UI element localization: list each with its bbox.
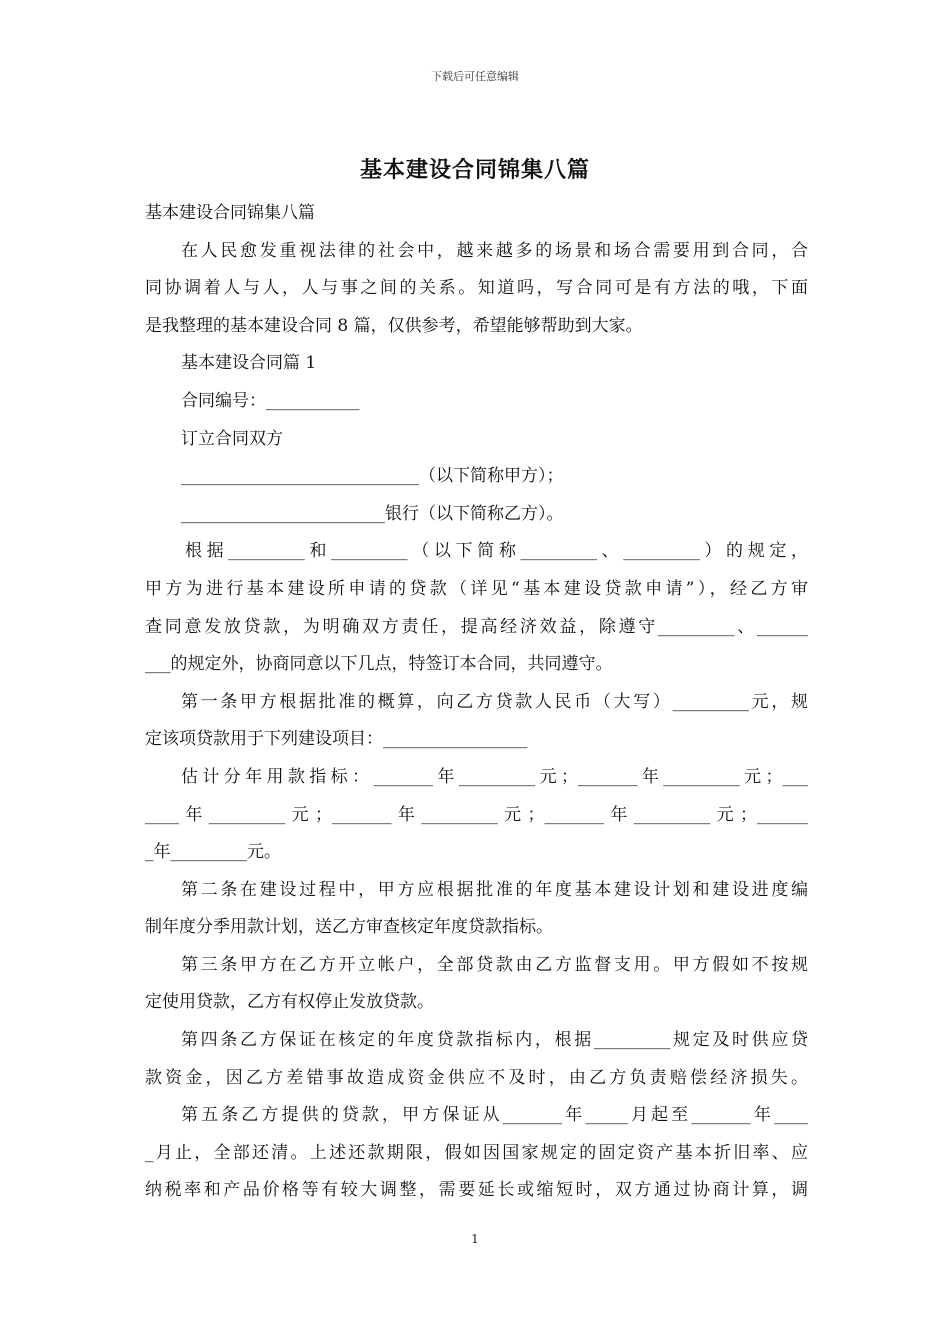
contract-number-line: 合同编号：___________ bbox=[181, 390, 360, 411]
paragraph-line: 甲方为进行基本建设所申请的贷款（详见“基本建设贷款申请”），经乙方审 bbox=[145, 578, 808, 599]
paragraph-line: 第二条在建设过程中，甲方应根据批准的年度基本建设计划和建设进度编 bbox=[181, 879, 808, 900]
party-a-line: ____________________________（以下简称甲方）； bbox=[181, 466, 564, 487]
page-number: 1 bbox=[471, 1232, 479, 1246]
paragraph-line: _年_________元。 bbox=[145, 842, 281, 863]
paragraph-line: ____年_________元；_______年_________元；_______年_________元；______ bbox=[145, 804, 808, 825]
paragraph-line: 同协调着人与人，人与事之间的关系。知道吗，写合同可是有方法的哦，下面 bbox=[145, 278, 808, 299]
paragraph-line: ___的规定外，协商同意以下几点，特签订本合同，共同遵守。 bbox=[145, 654, 613, 675]
paragraph-line: 制年度分季用款计划，送乙方审查核定年度贷款指标。 bbox=[145, 917, 553, 938]
section-heading: 基本建设合同篇 1 bbox=[181, 353, 317, 374]
paragraph-line: 查同意发放贷款，为明确双方责任，提高经济效益，除遵守_________、______ bbox=[145, 616, 808, 637]
subtitle-line: 基本建设合同锦集八篇 bbox=[145, 203, 315, 223]
paragraph-line: 根据_________和_________（以下简称_________、_________）的规定， bbox=[185, 541, 808, 562]
paragraph-line: 是我整理的基本建设合同 8 篇，仅供参考，希望能够帮助到大家。 bbox=[145, 315, 643, 336]
paragraph-line: 第五条乙方提供的贷款，甲方保证从_______年_____月起至_______年____ bbox=[181, 1105, 808, 1126]
parties-heading: 订立合同双方 bbox=[181, 428, 283, 449]
paragraph-line: 估计分年用款指标：_______年_________元；_______年_________元；___ bbox=[181, 766, 808, 787]
paragraph-line: 在人民愈发重视法律的社会中，越来越多的场景和场合需要用到合同，合 bbox=[181, 240, 808, 261]
paragraph-line: 第四条乙方保证在核定的年度贷款指标内，根据_________规定及时供应贷 bbox=[181, 1030, 808, 1051]
paragraph-line: 第三条甲方在乙方开立帐户，全部贷款由乙方监督支用。甲方假如不按规 bbox=[181, 954, 808, 975]
party-b-line: ________________________银行（以下简称乙方）。 bbox=[181, 503, 564, 524]
paragraph-line: 定该项贷款用于下列建设项目：_________________ bbox=[145, 729, 528, 750]
paragraph-line: _月止，全部还清。上述还款期限，假如因国家规定的固定资产基本折旧率、应 bbox=[145, 1142, 808, 1163]
document-title: 基本建设合同锦集八篇 bbox=[359, 157, 590, 183]
document-body bbox=[145, 195, 808, 1210]
paragraph-line: 定使用贷款，乙方有权停止发放贷款。 bbox=[145, 992, 434, 1013]
paragraph-line: 纳税率和产品价格等有较大调整，需要延长或缩短时，双方通过协商计算，调 bbox=[145, 1180, 808, 1201]
paragraph-line: 款资金，因乙方差错事故造成资金供应不及时，由乙方负责赔偿经济损失。 bbox=[145, 1067, 808, 1088]
page-header: 下载后可任意编辑 bbox=[431, 70, 519, 83]
paragraph-line: 第一条甲方根据批准的概算，向乙方贷款人民币（大写）_________元，规 bbox=[181, 691, 808, 712]
